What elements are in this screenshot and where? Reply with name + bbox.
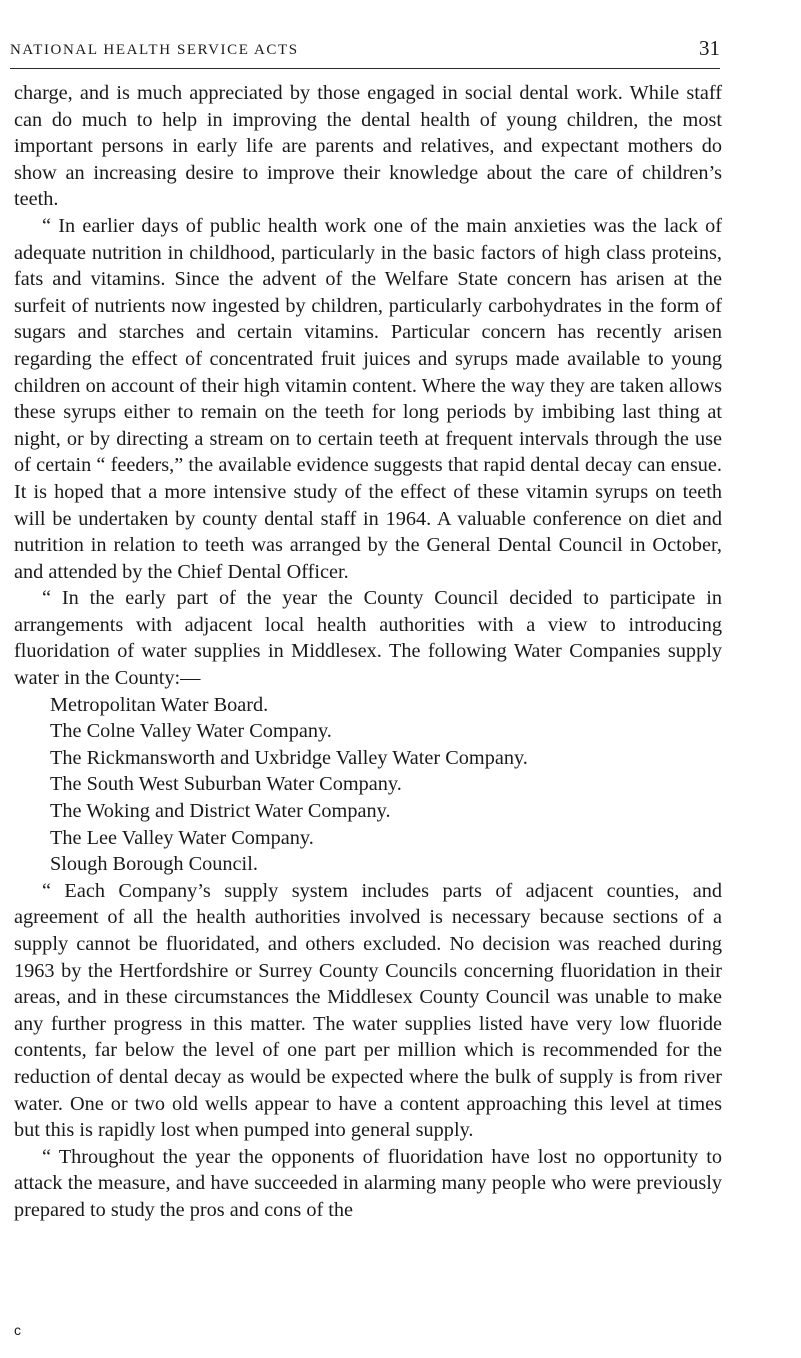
- paragraph: “ In the early part of the year the County Council decided to participate in arrangements with adjacent local health authorities with a view to introducing fluoridation of water supplies in Middlesex. The following Water Companies supply water in the County:—: [14, 587, 722, 690]
- paragraph: “ Throughout the year the opponents of fluoridation have lost no opportunity to attack the measure, and have succeeded in alarming many people who were previously prepared to study the pros and cons of the: [14, 1145, 722, 1221]
- list-item: The Woking and District Water Company.: [50, 800, 391, 823]
- water-company-list: [14, 692, 722, 878]
- paragraph: “ Each Company’s supply system includes parts of adjacent counties, and agreement of all the health authorities involved is necessary because sections of a supply cannot be fluoridated, and others excluded. No decision was reached during 1963 by the Hertfordshire or Surrey County Councils concerning fluoridation in their areas, and in these circumstances the Middlesex County Council was unable to make any further progress in this matter. The water supplies listed have very low fluoride contents, far below the level of one part per million which is recommended for the reduction of dental decay as would be expected where the bulk of supply is from river water. One or two old wells appear to have a content approaching this level at times but this is rapidly lost when pumped into general supply.: [14, 879, 722, 1142]
- page-header: [10, 36, 720, 69]
- list-item: The Colne Valley Water Company.: [50, 720, 332, 743]
- list-item: Slough Borough Council.: [50, 853, 258, 876]
- running-head: NATIONAL HEALTH SERVICE ACTS: [10, 42, 299, 58]
- list-item: The Lee Valley Water Company.: [50, 826, 314, 849]
- paragraph: charge, and is much appreciated by those engaged in social dental work. While staff can do much to help in improving the dental health of young children, the most important persons in early life are parents and relatives, and expectant mothers do show an increasing desire to improve their knowledge about the care of children’s teeth.: [14, 82, 722, 211]
- list-item: The South West Suburban Water Company.: [50, 773, 402, 796]
- list-item: The Rickmansworth and Uxbridge Valley Water Company.: [50, 746, 528, 769]
- page-number: 31: [699, 36, 720, 60]
- paragraph: “ In earlier days of public health work one of the main anxieties was the lack of adequate nutrition in childhood, particularly in the basic factors of high class proteins, fats and vitamins. Since the advent of the Welfare State concern has arisen at the surfeit of nutrients now ingested by children, particularly carbohydrates in the form of sugars and starches and certain vitamins. Particular concern has recently arisen regarding the effect of concentrated fruit juices and syrups made available to young children on account of their high vitamin content. Where the way they are taken allows these syrups either to remain on the teeth for long periods by imbibing last thing at night, or by directing a stream on to certain teeth at frequent intervals through the use of certain “ feeders,” the available evidence suggests that rapid dental decay can ensue. It is hoped that a more intensive study of the effect of these vitamin syrups on teeth will be undertaken by county dental staff in 1964. A valuable conference on diet and nutrition in relation to teeth was arranged by the General Dental Council in October, and attended by the Chief Dental Officer.: [14, 214, 722, 583]
- body-text: [14, 80, 722, 1224]
- list-item: Metropolitan Water Board.: [50, 693, 269, 716]
- signature-mark: c: [14, 1322, 21, 1338]
